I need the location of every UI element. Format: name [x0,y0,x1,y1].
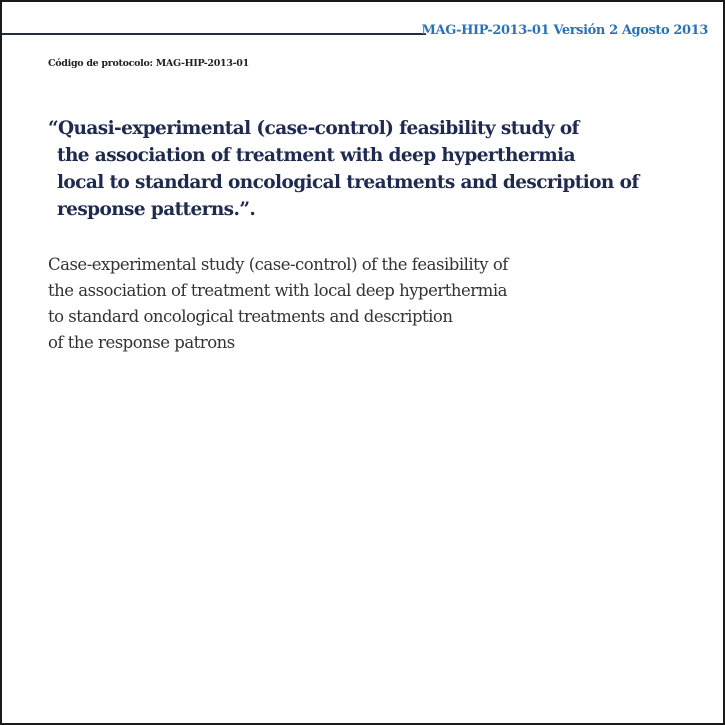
study-title-line: “Quasi-experimental (case-control) feasibility study of [48,118,579,139]
translation-line: of the response patrons [48,333,235,352]
study-title-line: response patterns.”. [57,199,256,220]
study-title-english [48,115,708,223]
study-title-translation [48,252,708,356]
study-title-line: local to standard oncological treatments and description of [57,172,639,193]
translation-line: the association of treatment with local deep hyperthermia [48,281,507,300]
study-title-line: the association of treatment with deep hyperthermia [57,145,575,166]
header-version-label: MAG-HIP-2013-01 Versión 2 Agosto 2013 [421,23,708,38]
protocol-code-label: Código de protocolo: MAG-HIP-2013-01 [48,58,249,69]
header-rule [2,33,426,35]
translation-line: Case-experimental study (case-control) of the feasibility of [48,255,508,274]
translation-line: to standard oncological treatments and description [48,307,453,326]
